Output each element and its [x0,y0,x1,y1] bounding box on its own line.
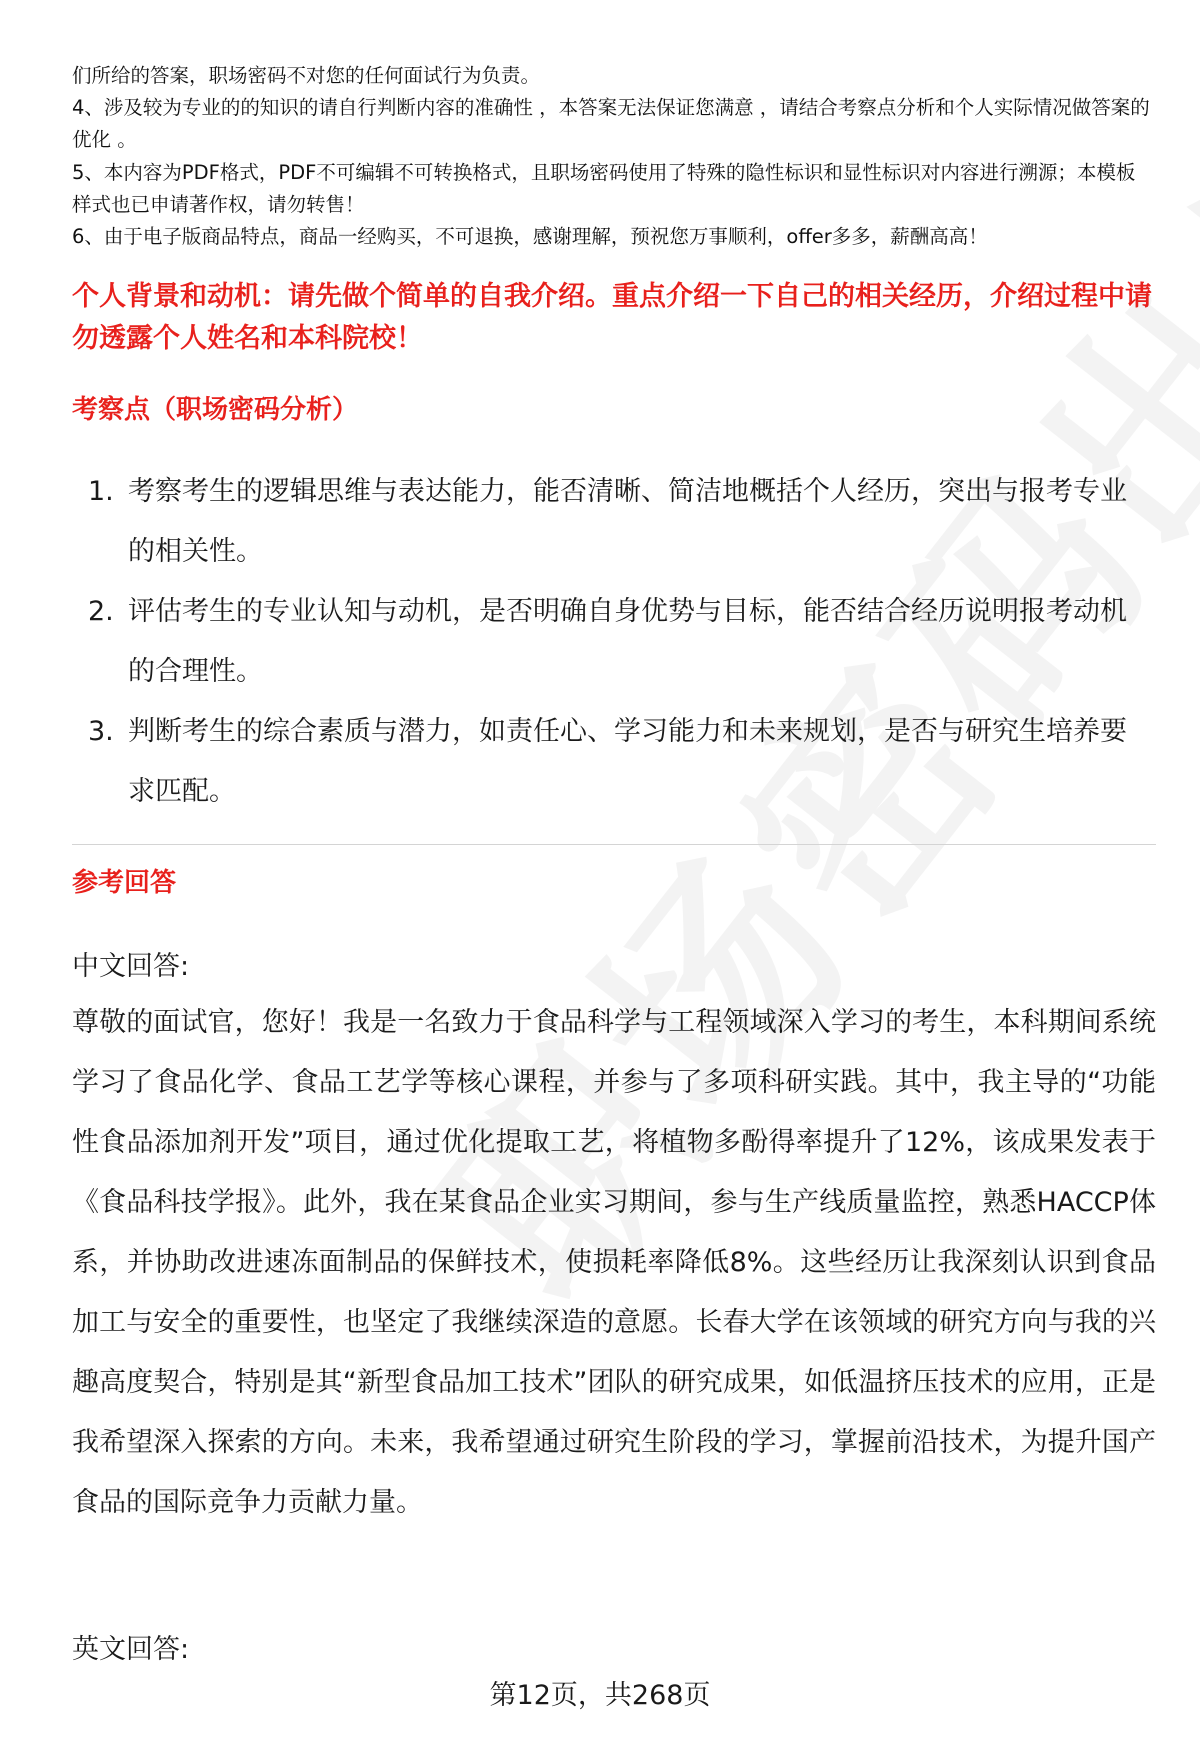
list-item-text: 考察考生的逻辑思维与表达能力，能否清晰、简洁地概括个人经历，突出与报考专业的相关性。 [128,476,1127,567]
notice-line: 5、本内容为PDF格式，PDF不可编辑不可转换格式，且职场密码使用了特殊的隐性标识和显性标识对内容进行溯源；本模板样式也已申请著作权，请勿转售！ [72,160,1136,216]
list-item-number: 2. [88,596,114,627]
notice-line: 们所给的答案，职场密码不对您的任何面试行为负责。 [72,64,541,87]
question-title: 个人背景和动机：请先做个简单的自我介绍。重点介绍一下自己的相关经历，介绍过程中请勿透露个人姓名和本科院校！ [72,281,1152,354]
list-item-text: 评估考生的专业认知与动机，是否明确自身优势与目标，能否结合经历说明报考动机的合理性。 [128,596,1127,687]
chinese-answer-text: 尊敬的面试官，您好！我是一名致力于食品科学与工程领域深入学习的考生，本科期间系统学习了食品化学、食品工艺学等核心课程，并参与了多项科研实践。其中，我主导的“功能性食品添加剂开发”项目，通过优化提取工艺，将植物多酚得率提升了12%，该成果发表于《食品科技学报》。此外，我在某食品企业实习期间，参与生产线质量监控，熟悉HACCP体系，并协助改进速冻面制品的保鲜技术，使损耗率降低8%。这些经历让我深刻认识到食品加工与安全的重要性，也坚定了我继续深造的意愿。长春大学在该领域的研究方向与我的兴趣高度契合，特别是其“新型食品加工技术”团队的研究成果，如低温挤压技术的应用，正是我希望深入探索的方向。未来，我希望通过研究生阶段的学习，掌握前沿技术，为提升国产食品的国际竞争力贡献力量。 [72,1007,1156,1518]
list-item [72,702,1152,822]
notice-line: 6、由于电子版商品特点，商品一经购买，不可退换，感谢理解，预祝您万事顺利，offer多多，薪酬高高！ [72,225,988,249]
answer-heading: 参考回答 [72,868,177,898]
kaochadian-list [72,462,1152,822]
list-item-number: 1. [88,476,114,507]
chinese-answer-label: 中文回答: [72,951,190,982]
kaochadian-heading: 考察点（职场密码分析） [72,395,359,425]
disclaimer-notice [72,60,1152,253]
list-item [72,582,1152,702]
section-divider [72,844,1156,845]
list-item-text: 判断考生的综合素质与潜力，如责任心、学习能力和未来规划，是否与研究生培养要求匹配。 [128,716,1127,807]
page-number: 第12页，共268页 [489,1680,711,1711]
english-answer-label: 英文回答: [72,1634,190,1665]
list-item-number: 3. [88,716,114,747]
notice-line: 4、涉及较为专业的的知识的请自行判断内容的准确性 ，本答案无法保证您满意 ，请结合考察点分析和个人实际情况做答案的优化 。 [72,96,1150,152]
list-item [72,462,1152,582]
